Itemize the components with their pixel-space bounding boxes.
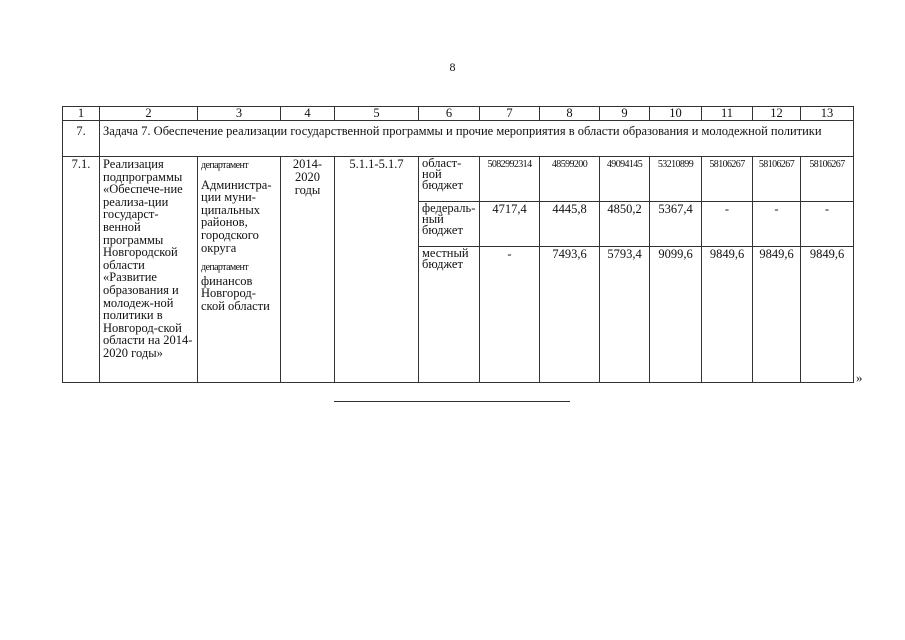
funding-value: 53210899: [650, 157, 702, 202]
task-number: 7.: [63, 121, 100, 157]
column-number: 11: [702, 107, 753, 121]
executor-finance-department: финансов Новгород-ской области: [201, 273, 270, 313]
end-of-document-rule: [334, 401, 570, 402]
column-number-row: [63, 107, 854, 121]
funding-value: 4850,2: [600, 202, 650, 247]
column-number: 4: [281, 107, 335, 121]
activity-name: Реализация подпрограммы «Обеспече-ние реализа-ции государст-венной программы Новгородской области «Развитие образования и молодеж-ной политики в Новгород-ской области на 2014-2020 годы»: [100, 157, 198, 383]
funding-value: 5367,4: [650, 202, 702, 247]
funding-value: -: [801, 202, 854, 247]
funding-source: област-ной бюджет: [419, 157, 480, 202]
task-title: Задача 7. Обеспечение реализации государственной программы и прочие мероприятия в области образования и молодежной политики: [100, 121, 854, 157]
column-number: 8: [540, 107, 600, 121]
column-number: 6: [419, 107, 480, 121]
funding-value: 9849,6: [753, 247, 801, 383]
funding-value: -: [753, 202, 801, 247]
task-row: [63, 121, 854, 157]
executor-finance-department-label: департамент: [201, 262, 249, 274]
executor-administrations: Администра-ции муни-ципальных районов, городского округа: [201, 177, 272, 255]
column-number: 10: [650, 107, 702, 121]
funding-value: -: [702, 202, 753, 247]
funding-value: -: [480, 247, 540, 383]
column-number: 2: [100, 107, 198, 121]
column-number: 7: [480, 107, 540, 121]
funding-value: 58106267: [753, 157, 801, 202]
target-indicators: 5.1.1-5.1.7: [335, 157, 419, 383]
implementation-period: 2014-2020 годы: [281, 157, 335, 383]
funding-value: 48599200: [540, 157, 600, 202]
funding-value: 58106267: [801, 157, 854, 202]
funding-value: 58106267: [702, 157, 753, 202]
funding-value: 4445,8: [540, 202, 600, 247]
responsible-executors: [198, 157, 281, 383]
funding-value: 4717,4: [480, 202, 540, 247]
activity-number: 7.1.: [63, 157, 100, 383]
column-number: 13: [801, 107, 854, 121]
funding-value: 9849,6: [702, 247, 753, 383]
column-number: 1: [63, 107, 100, 121]
funding-value: 9849,6: [801, 247, 854, 383]
funding-value: 49094145: [600, 157, 650, 202]
funding-value: 5082992314: [480, 157, 540, 202]
funding-value: 7493,6: [540, 247, 600, 383]
funding-value: 9099,6: [650, 247, 702, 383]
funding-source: местный бюджет: [419, 247, 480, 383]
executor-department: департамент: [201, 160, 249, 171]
page-number: 8: [449, 60, 456, 74]
program-funding-table: [62, 106, 854, 383]
column-number: 3: [198, 107, 281, 121]
funding-source: федераль-ный бюджет: [419, 202, 480, 247]
activity-row: [63, 157, 854, 202]
closing-quote-mark: »: [856, 370, 863, 385]
column-number: 5: [335, 107, 419, 121]
funding-value: 5793,4: [600, 247, 650, 383]
column-number: 12: [753, 107, 801, 121]
column-number: 9: [600, 107, 650, 121]
